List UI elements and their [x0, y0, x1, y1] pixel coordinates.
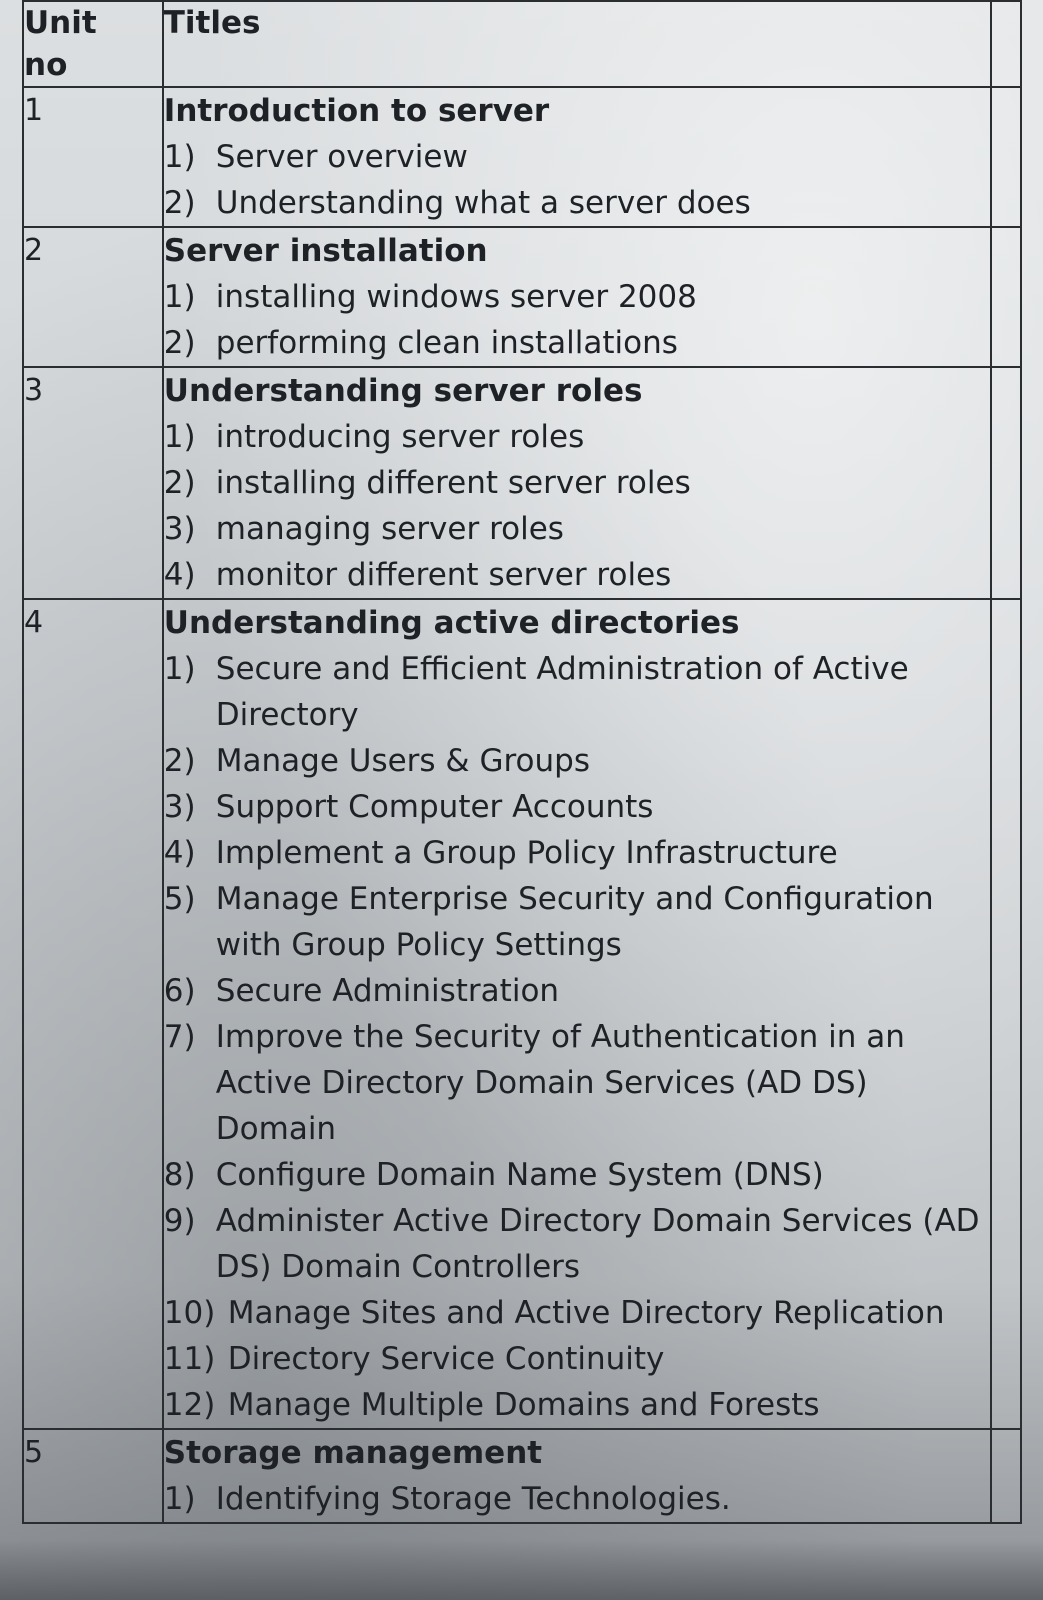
- topic-text: monitor different server roles: [215, 557, 672, 593]
- list-item: [164, 1290, 990, 1336]
- topic-text: Administer Active Directory Domain Services (AD DS) Domain Controllers: [215, 1203, 980, 1285]
- topic-text: performing clean installations: [215, 325, 678, 361]
- topic-text: Improve the Security of Authentication in an Active Directory Domain Services (AD DS) Domain: [215, 1019, 905, 1147]
- topic-text: managing server roles: [215, 511, 564, 547]
- page-bottom-shadow: [0, 1540, 1043, 1600]
- topic-number: 10): [163, 1295, 216, 1331]
- syllabus-table: [22, 0, 1022, 1524]
- topic-text: Secure and Efficient Administration of Active Directory: [215, 651, 909, 733]
- hours-column-cell: [991, 599, 1021, 1429]
- topic-number: 4): [163, 835, 196, 871]
- topic-number: 6): [163, 973, 196, 1009]
- list-item: [164, 506, 990, 552]
- list-item: [164, 1198, 990, 1290]
- topic-list: [164, 646, 990, 1428]
- table-row: [23, 227, 1021, 367]
- list-item: [164, 134, 990, 180]
- list-item: [164, 180, 990, 226]
- unit-number: 2: [23, 227, 163, 367]
- topic-text: Understanding what a server does: [215, 185, 751, 221]
- topic-text: Support Computer Accounts: [215, 789, 654, 825]
- unit-title-cell: [163, 599, 991, 1429]
- topic-number: 2): [163, 325, 196, 361]
- hours-column-cell: [991, 227, 1021, 367]
- topic-list: [164, 134, 990, 226]
- unit-title: Understanding active directories: [163, 605, 740, 641]
- topic-text: installing windows server 2008: [215, 279, 697, 315]
- list-item: [164, 1476, 990, 1522]
- list-item: [164, 830, 990, 876]
- unit-title: Introduction to server: [163, 93, 550, 129]
- topic-number: 12): [163, 1387, 216, 1423]
- topic-number: 8): [163, 1157, 196, 1193]
- topic-number: 2): [163, 743, 196, 779]
- topic-text: Manage Multiple Domains and Forests: [227, 1387, 820, 1423]
- topic-number: 9): [163, 1203, 196, 1239]
- unit-title: Server installation: [163, 233, 488, 269]
- unit-title-cell: [163, 1429, 991, 1523]
- topic-number: 4): [163, 557, 196, 593]
- hours-column-cell: [991, 87, 1021, 227]
- topic-text: Manage Enterprise Security and Configuration with Group Policy Settings: [215, 881, 934, 963]
- hours-column-cell: [991, 1, 1021, 87]
- hours-column-cell: [991, 367, 1021, 599]
- unit-title: Understanding server roles: [163, 373, 643, 409]
- topic-text: Secure Administration: [215, 973, 560, 1009]
- table-header-row: [23, 1, 1021, 87]
- list-item: [164, 1152, 990, 1198]
- table-row: [23, 599, 1021, 1429]
- topic-text: Manage Sites and Active Directory Replication: [227, 1295, 945, 1331]
- topic-number: 7): [163, 1019, 196, 1055]
- topic-text: introducing server roles: [215, 419, 585, 455]
- unit-header-line2: no: [24, 47, 68, 83]
- unit-number: 1: [23, 87, 163, 227]
- topic-list: [164, 274, 990, 366]
- hours-column-cell: [991, 1429, 1021, 1523]
- topic-text: installing different server roles: [215, 465, 691, 501]
- list-item: [164, 414, 990, 460]
- unit-number: 3: [23, 367, 163, 599]
- list-item: [164, 784, 990, 830]
- topic-number: 11): [163, 1341, 216, 1377]
- list-item: [164, 1336, 990, 1382]
- topic-number: 2): [163, 185, 196, 221]
- table-row: [23, 1429, 1021, 1523]
- topic-text: Configure Domain Name System (DNS): [215, 1157, 824, 1193]
- topic-number: 1): [163, 139, 196, 175]
- topic-number: 2): [163, 465, 196, 501]
- list-item: [164, 1382, 990, 1428]
- list-item: [164, 1014, 990, 1152]
- topic-number: 1): [163, 1481, 196, 1517]
- list-item: [164, 968, 990, 1014]
- list-item: [164, 738, 990, 784]
- topic-text: Identifying Storage Technologies.: [215, 1481, 731, 1517]
- unit-number: 5: [23, 1429, 163, 1523]
- topic-text: Implement a Group Policy Infrastructure: [215, 835, 838, 871]
- list-item: [164, 320, 990, 366]
- topic-number: 1): [163, 279, 196, 315]
- topic-list: [164, 414, 990, 598]
- unit-title-cell: [163, 367, 991, 599]
- table-row: [23, 87, 1021, 227]
- unit-number: 4: [23, 599, 163, 1429]
- titles-header: Titles: [163, 1, 991, 87]
- list-item: [164, 876, 990, 968]
- topic-number: 1): [163, 419, 196, 455]
- unit-header-line1: Unit: [24, 5, 97, 41]
- list-item: [164, 552, 990, 598]
- topic-text: Directory Service Continuity: [227, 1341, 665, 1377]
- topic-number: 3): [163, 511, 196, 547]
- unit-title-cell: [163, 227, 991, 367]
- table-row: [23, 367, 1021, 599]
- list-item: [164, 460, 990, 506]
- topic-number: 1): [163, 651, 196, 687]
- unit-title-cell: [163, 87, 991, 227]
- topic-text: Server overview: [215, 139, 468, 175]
- topic-text: Manage Users & Groups: [215, 743, 590, 779]
- list-item: [164, 646, 990, 738]
- topic-list: [164, 1476, 990, 1522]
- topic-number: 5): [163, 881, 196, 917]
- topic-number: 3): [163, 789, 196, 825]
- list-item: [164, 274, 990, 320]
- unit-no-header: [23, 1, 163, 87]
- unit-title: Storage management: [163, 1435, 543, 1471]
